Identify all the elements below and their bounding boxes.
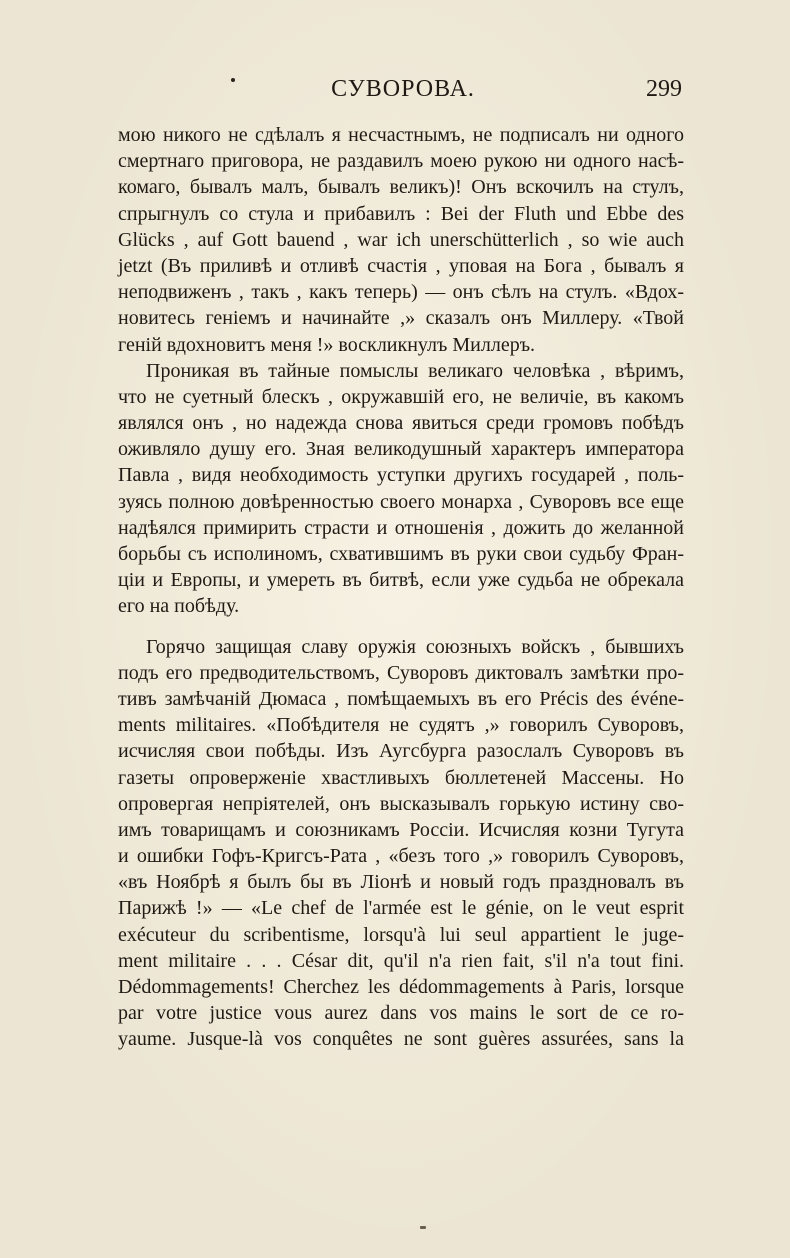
text-line: газеты опроверженіе хвастливыхъ бюллетеней Массены. Но (118, 766, 684, 789)
text-line: надѣялся примирить страсти и отношенія , дожить до желанной (118, 516, 684, 539)
text-line: смертнаго приговора, не раздавилъ моею рукою ни одного насѣ- (118, 150, 684, 173)
text-line: exécuteur du scribentisme, lorsqu'à lui seul appartient le juge- (118, 923, 684, 946)
text-line: опровергая непріятелей, онъ высказывалъ горькую истину сво- (118, 792, 684, 815)
text-line: имъ товарищамъ и союзникамъ Россіи. Исчисляя козни Тугута (118, 818, 684, 841)
text-line: неподвиженъ , такъ , какъ теперь) — онъ сѣлъ на стулъ. «Вдох- (118, 281, 684, 304)
text-line: исчисляя свои побѣды. Изъ Аугсбурга разослалъ Суворовъ въ (118, 740, 684, 763)
text-line: Парижѣ !» — «Le chef de l'armée est le génie, on le veut esprit (118, 897, 684, 920)
text-line: зуясь полною довѣренностью своего монарха , Суворовъ все еще (118, 490, 684, 513)
text-line: yaume. Jusque-là vos conquêtes ne sont guères assurées, sans la (118, 1028, 684, 1051)
text-line: оживляло душу его. Зная великодушный характеръ императора (118, 438, 684, 461)
text-line: мою никого не сдѣлалъ я несчастнымъ, не подписалъ ни одного (118, 124, 684, 146)
running-title: СУВОРОВА. (331, 76, 475, 102)
text-line: геній вдохновитъ меня !» воскликнулъ Миллеръ. (118, 333, 536, 356)
text-line: «въ Ноябрѣ я былъ бы въ Ліонѣ и новый годъ праздновалъ въ (118, 871, 684, 894)
paragraph-gap (118, 620, 684, 634)
text-line: Проникая въ тайные помыслы великаго человѣка , вѣримъ, (146, 359, 684, 382)
text-line: Glücks , auf Gott bauend , war ich unerschütterlich , so wie auch (118, 228, 684, 251)
running-header (118, 72, 688, 108)
text-line: par votre justice vous aurez dans vos mains le sort de ce ro- (118, 1002, 684, 1025)
text-line: новитесь геніемъ и начинайте ,» сказалъ онъ Миллеру. «Твой (118, 307, 684, 330)
text-line: борьбы съ исполиномъ, схватившимъ въ руки свои судьбу Фран- (118, 543, 684, 565)
text-line: ment militaire . . . César dit, qu'il n'a rien fait, s'il n'a tout fini. (118, 949, 684, 972)
text-line: и ошибки Гофъ-Кригсъ-Рата , «безъ того ,» говорилъ Суворовъ, (118, 845, 684, 868)
text-line: что не суетный блескъ , окружавшій его, не величіе, въ какомъ (118, 385, 684, 408)
text-line: jetzt (Въ приливѣ и отливѣ счастія , уповая на Бога , бывалъ я (118, 254, 684, 277)
text-line: Dédommagements! Cherchez les dédommagements à Paris, lorsque (118, 976, 684, 998)
paragraph-1 (118, 122, 684, 358)
text-line: Горячо защищая славу оружія союзныхъ войскъ , бывшихъ (146, 635, 684, 658)
text-line: тивъ замѣчаній Дюмаса , помѣщаемыхъ въ его Précis des événe- (118, 687, 684, 710)
footer-mark (420, 1226, 426, 1229)
text-line: являлся онъ , но надежда снова явиться среди громовъ побѣдъ (118, 412, 684, 435)
text-line: его на побѣду. (118, 595, 240, 618)
page-body (118, 122, 684, 1053)
text-line: ments militaires. «Побѣдителя не судятъ ,» говорилъ Суворовъ, (118, 714, 684, 737)
paragraph-2 (118, 358, 684, 620)
text-line: комаго, бывалъ малъ, бывалъ великъ)! Онъ вскочилъ на стулъ, (118, 176, 684, 199)
text-line: спрыгнулъ со стула и прибавилъ : Bei der Fluth und Ebbe des (118, 202, 684, 225)
page-number: 299 (646, 76, 682, 102)
text-line: Павла , видя необходимость уступки другихъ государей , поль- (118, 464, 684, 487)
text-line: подъ его предводительствомъ, Суворовъ диктовалъ замѣтки про- (118, 661, 684, 684)
paragraph-3 (118, 634, 684, 1053)
text-line: ціи и Европы, и умереть въ битвѣ, если уже судьба не обрекала (118, 569, 684, 592)
